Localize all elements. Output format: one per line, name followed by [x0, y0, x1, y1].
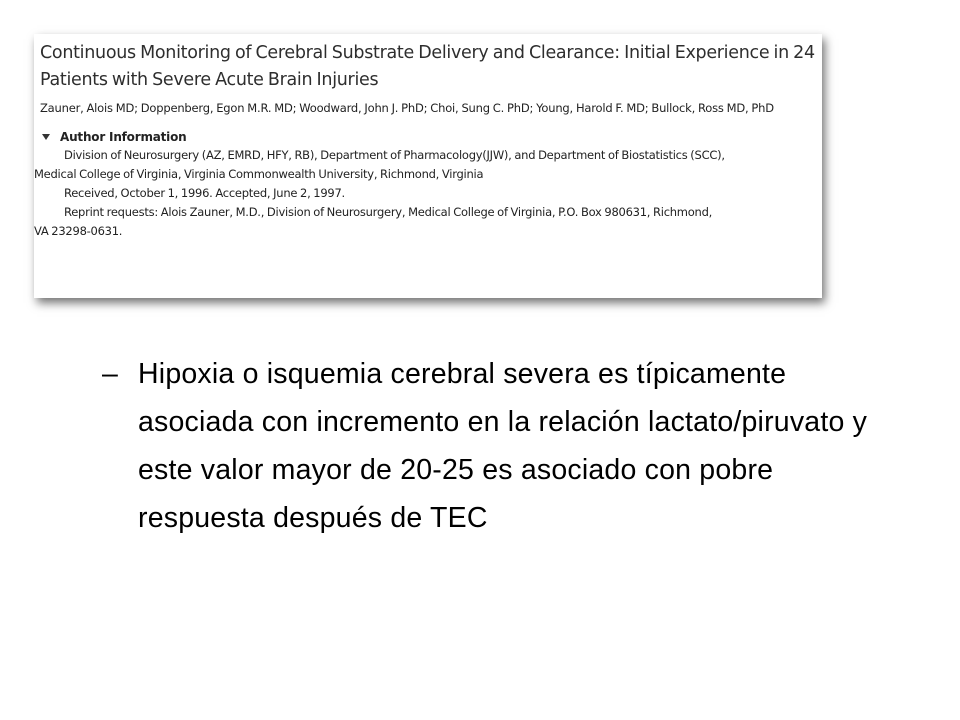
reprint-requests-line-2: VA 23298-0631. [34, 224, 123, 238]
article-title: Continuous Monitoring of Cerebral Substrate Delivery and Clearance: Initial Experience in 24 Patients with Severe Acute Brain Injuries [40, 43, 815, 90]
bullet-point [102, 350, 902, 542]
author-information-toggle[interactable] [40, 128, 822, 146]
reprint-requests-line-1: Reprint requests: Alois Zauner, M.D., Division of Neurosurgery, Medical College of Virginia, P.O. Box 980631, Richmond, [64, 205, 713, 219]
author-information-body [34, 146, 822, 241]
author-list: Zauner, Alois MD; Doppenberg, Egon M.R. MD; Woodward, John J. PhD; Choi, Sung C. PhD; Young, Harold F. MD; Bullock, Ross MD, PhD [40, 101, 774, 115]
bullet-text: Hipoxia o isquemia cerebral severa es típicamente asociada con incremento en la relación lactato/piruvato y este valor mayor de 20-25 es asociado con pobre respuesta después de TEC [138, 358, 868, 534]
bullet-dash: – [102, 358, 118, 390]
caret-down-icon [42, 134, 50, 140]
received-dates: Received, October 1, 1996. Accepted, June 2, 1997. [64, 186, 345, 200]
article-screenshot [34, 34, 822, 298]
affiliation-line-1: Division of Neurosurgery (AZ, EMRD, HFY, RB), Department of Pharmacology(JJW), and Department of Biostatistics (SCC), [64, 148, 725, 162]
author-information-label: Author Information [60, 130, 187, 144]
affiliation-line-2: Medical College of Virginia, Virginia Commonwealth University, Richmond, Virginia [34, 167, 484, 181]
